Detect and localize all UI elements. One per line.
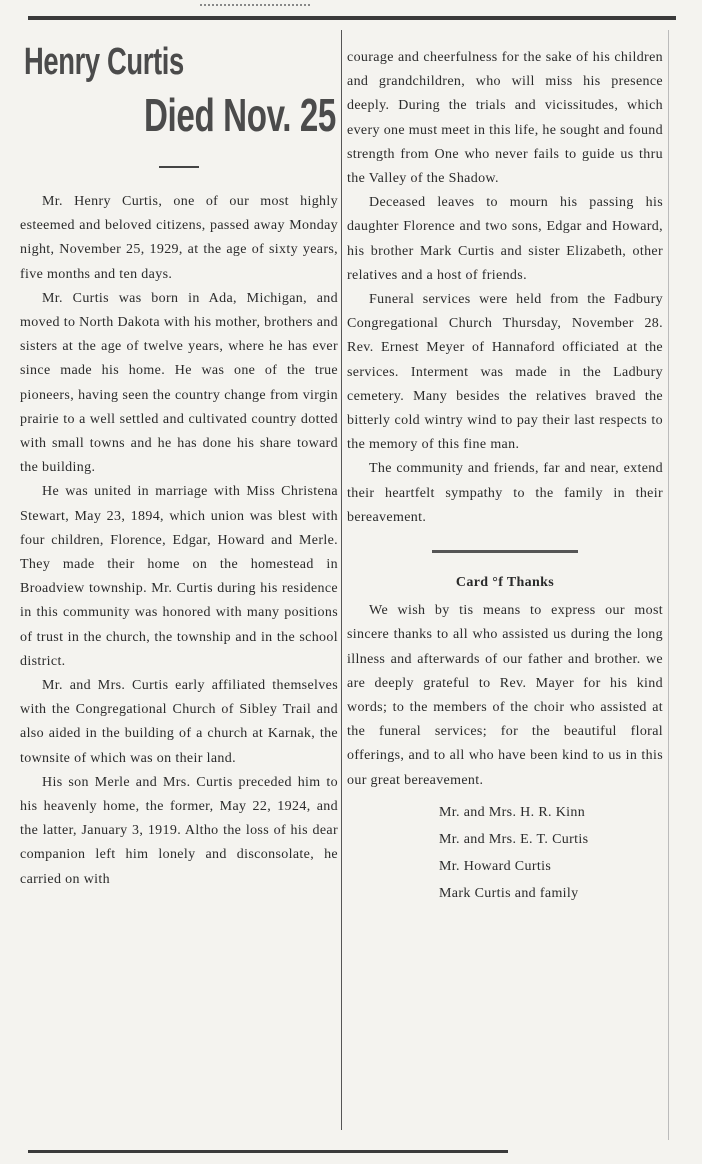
card-of-thanks-title: Card °f Thanks <box>455 575 555 591</box>
signature-line: Mr. and Mrs. H. R. Kinn <box>439 804 586 820</box>
article-paragraph: The community and friends, far and near, extend their heartfelt sympathy to the family in their bereavement. <box>347 461 663 525</box>
article-paragraph: His son Merle and Mrs. Curtis preceded him to his heavenly home, the former, May 22, 1924, and the latter, January 3, 1919. Altho the loss of his dear companion left him lonely and disconsolate, he carried on with <box>20 774 338 887</box>
top-dotted-rule <box>200 4 310 6</box>
card-of-thanks-divider <box>432 550 578 553</box>
signature-line: Mark Curtis and family <box>439 885 579 901</box>
card-of-thanks-body: We wish by tis means to express our most sincere thanks to all who assisted us during the long illness and afterwards of our father and brother. we are deeply grateful to Rev. Mayer for his kind words; to the members of the choir who assisted at the funeral services; for the beautiful floral offerings, and to all who have been kind to us in this our great bereavement. <box>347 603 663 788</box>
page-edge-rule <box>668 30 669 1140</box>
article-paragraph: Mr. Henry Curtis, one of our most highly esteemed and beloved citizens, passed away Monday night, November 25, 1929, at the age of sixty years, five months and ten days. <box>20 194 338 282</box>
right-column <box>347 46 663 907</box>
signature-line: Mr. Howard Curtis <box>439 858 552 874</box>
article-paragraph: Mr. and Mrs. Curtis early affiliated themselves with the Congregational Church of Sibley Trail and also aided in the building of a church at Karnak, the townsite of which was on their land. <box>20 678 338 766</box>
column-divider <box>341 30 342 1130</box>
article-paragraph: Mr. Curtis was born in Ada, Michigan, and moved to North Dakota with his mother, brothers and sisters at the age of twelve years, where he has ever since made his home. He was one of the true pioneers, having seen the country change from virgin prairie to a well settled and cultivated country dotted with small towns and he has done his share toward the building. <box>20 290 338 476</box>
top-column-rule <box>28 16 676 20</box>
bottom-rule <box>28 1150 508 1153</box>
headline-name: Henry Curtis <box>24 41 184 83</box>
article-paragraph: Deceased leaves to mourn his passing his daughter Florence and two sons, Edgar and Howard, his brother Mark Curtis and sister Elizabeth, other relatives and a host of friends. <box>347 195 663 283</box>
article-paragraph: He was united in marriage with Miss Christena Stewart, May 23, 1894, which union was blest with four children, Florence, Edgar, Howard and Merle. They made their home on the homestead in Broadview township. Mr. Curtis during his residence in this community was honored with many positions of trust in the church, the township and in the school district. <box>20 484 338 669</box>
left-column <box>20 38 338 892</box>
signature-block <box>347 799 663 907</box>
signature-line: Mr. and Mrs. E. T. Curtis <box>439 831 589 847</box>
headline-date: Died Nov. 25 <box>143 89 336 141</box>
article-paragraph: Funeral services were held from the Fadbury Congregational Church Thursday, November 28. Rev. Ernest Meyer of Hannaford officiated at the services. Interment was made in the Ladbury cemetery. Many besides the relatives braved the bitterly cold wintry wind to pay their last respects to the memory of this fine man. <box>347 292 663 453</box>
article-paragraph-continued: courage and cheerfulness for the sake of his children and grandchildren, who will miss his presence deeply. During the trials and vicissitudes, which every one must meet in this life, he sought and found strength from One who never fails to guide us thru the Valley of the Shadow. <box>347 50 663 187</box>
headline-divider <box>159 166 199 168</box>
